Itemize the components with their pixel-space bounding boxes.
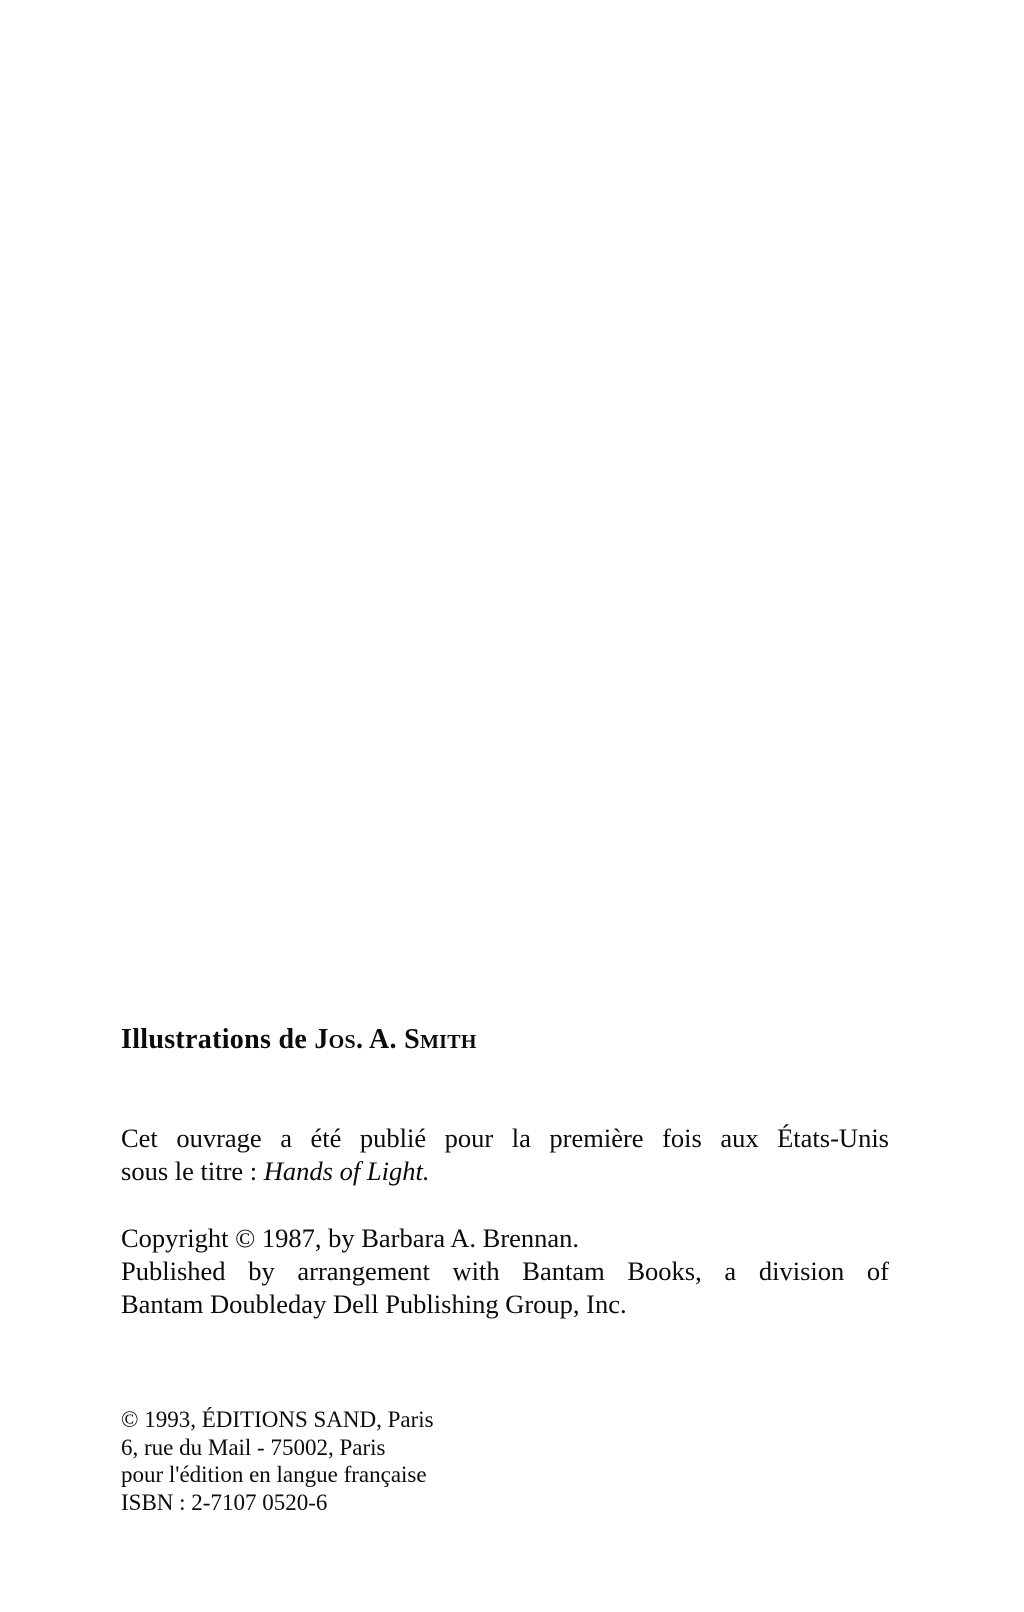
publisher-address-line: 6, rue du Mail - 75002, Paris [121, 1434, 386, 1460]
isbn-line: ISBN : 2-7107 0520-6 [121, 1489, 328, 1515]
publisher-group-line: Bantam Doubleday Dell Publishing Group, Inc. [121, 1289, 627, 1319]
french-language-line: pour l'édition en langue française [121, 1462, 427, 1487]
french-edition-block [121, 1406, 681, 1516]
french-publisher-line: © 1993, ÉDITIONS SAND, Paris [121, 1407, 434, 1432]
original-publication-line-2 [121, 1155, 889, 1188]
original-publication-line-1: Cet ouvrage a été publié pour la première fois aux États-Unis [121, 1123, 889, 1153]
illustrator-name: Jos. A. Smith [314, 1024, 477, 1055]
illustration-credit-prefix: Illustrations de [121, 1024, 315, 1055]
arrangement-line: Published by arrangement with Bantam Books, a division of [121, 1256, 889, 1286]
illustration-credit-line [121, 1023, 477, 1056]
copyright-holder-line: Copyright © 1987, by Barbara A. Brennan. [121, 1223, 580, 1253]
original-title: Hands of Light. [263, 1156, 430, 1186]
original-publication-note [121, 1122, 889, 1188]
original-title-prefix: sous le titre : [121, 1156, 264, 1186]
us-copyright-block [121, 1222, 889, 1321]
